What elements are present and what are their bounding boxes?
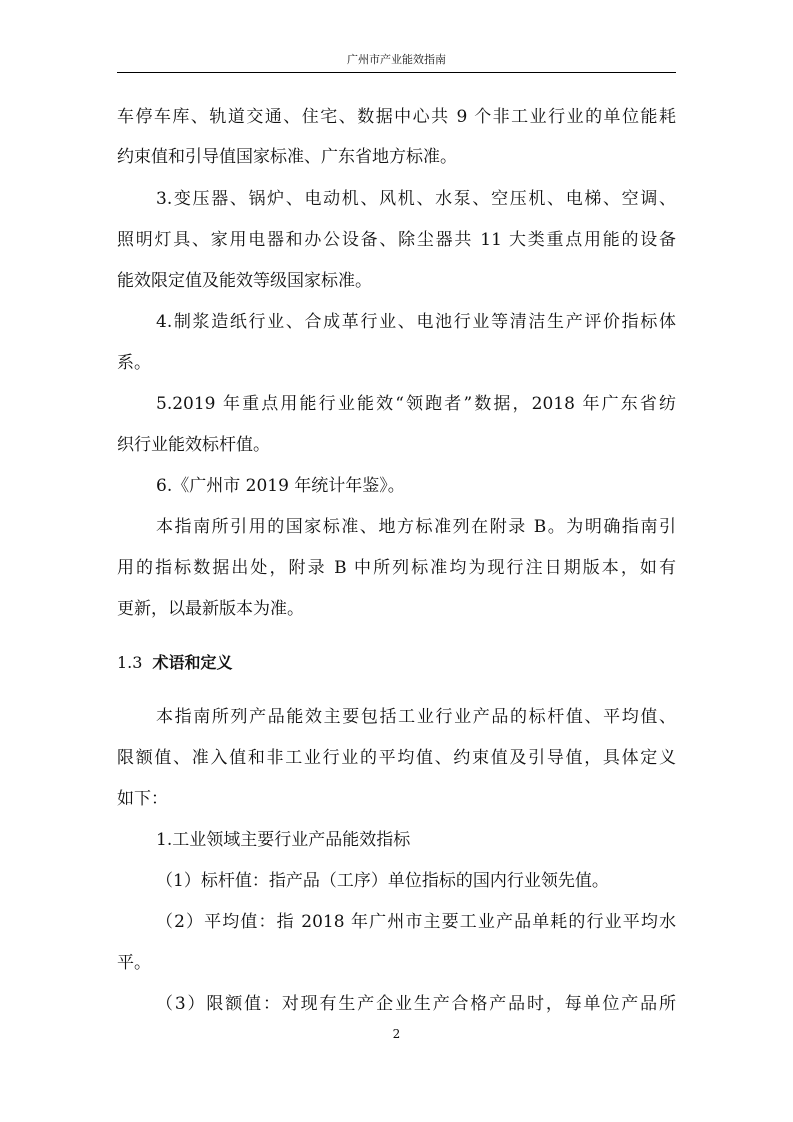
text-line: 用的指标数据出处，附录 B 中所列标准均为现行注日期版本，如有 xyxy=(117,558,676,578)
text-line: 本指南所列产品能效主要包括工业行业产品的标杆值、平均值、 xyxy=(156,707,676,727)
text-line: 约束值和引导值国家标准、广东省地方标准。 xyxy=(117,147,457,167)
text-line: （2）平均值：指 2018 年广州市主要工业产品单耗的行业平均水 xyxy=(156,912,676,932)
text-line: 能效限定值及能效等级国家标准。 xyxy=(117,271,372,291)
section-heading xyxy=(117,650,676,676)
text-line: 如下： xyxy=(117,789,168,809)
section-title: 术语和定义 xyxy=(152,653,233,672)
text-line: 3.变压器、锅炉、电动机、风机、水泵、空压机、电梯、空调、 xyxy=(156,189,676,209)
text-line: 本指南所引用的国家标准、地方标准列在附录 B。为明确指南引 xyxy=(156,517,676,537)
text-line: （1）标杆值：指产品（工序）单位指标的国内行业领先值。 xyxy=(156,871,609,891)
page-number: 2 xyxy=(392,1027,401,1041)
text-line: （3）限额值：对现有生产企业生产合格产品时，每单位产品所 xyxy=(156,994,676,1014)
section-number: 1.3 xyxy=(117,653,143,672)
text-line: 车停车库、轨道交通、住宅、数据中心共 9 个非工业行业的单位能耗 xyxy=(117,107,676,127)
text-line: 6.《广州市 2019 年统计年鉴》。 xyxy=(156,476,405,496)
text-line: 织行业能效标杆值。 xyxy=(117,435,270,455)
text-line: 4.制浆造纸行业、合成革行业、电池行业等清洁生产评价指标体 xyxy=(156,312,676,332)
text-line: 1.工业领域主要行业产品能效指标 xyxy=(156,830,411,850)
text-line: 5.2019 年重点用能行业能效“领跑者”数据，2018 年广东省纺 xyxy=(156,394,676,414)
text-line: 限额值、准入值和非工业行业的平均值、约束值及引导值，具体定义 xyxy=(117,748,676,768)
running-header: 广州市产业能效指南 xyxy=(347,53,446,66)
header-rule xyxy=(117,72,676,73)
text-line: 照明灯具、家用电器和办公设备、除尘器共 11 大类重点用能的设备 xyxy=(117,230,676,250)
text-line: 更新，以最新版本为准。 xyxy=(117,599,304,619)
text-line: 平。 xyxy=(117,953,151,973)
text-line: 系。 xyxy=(117,353,151,373)
